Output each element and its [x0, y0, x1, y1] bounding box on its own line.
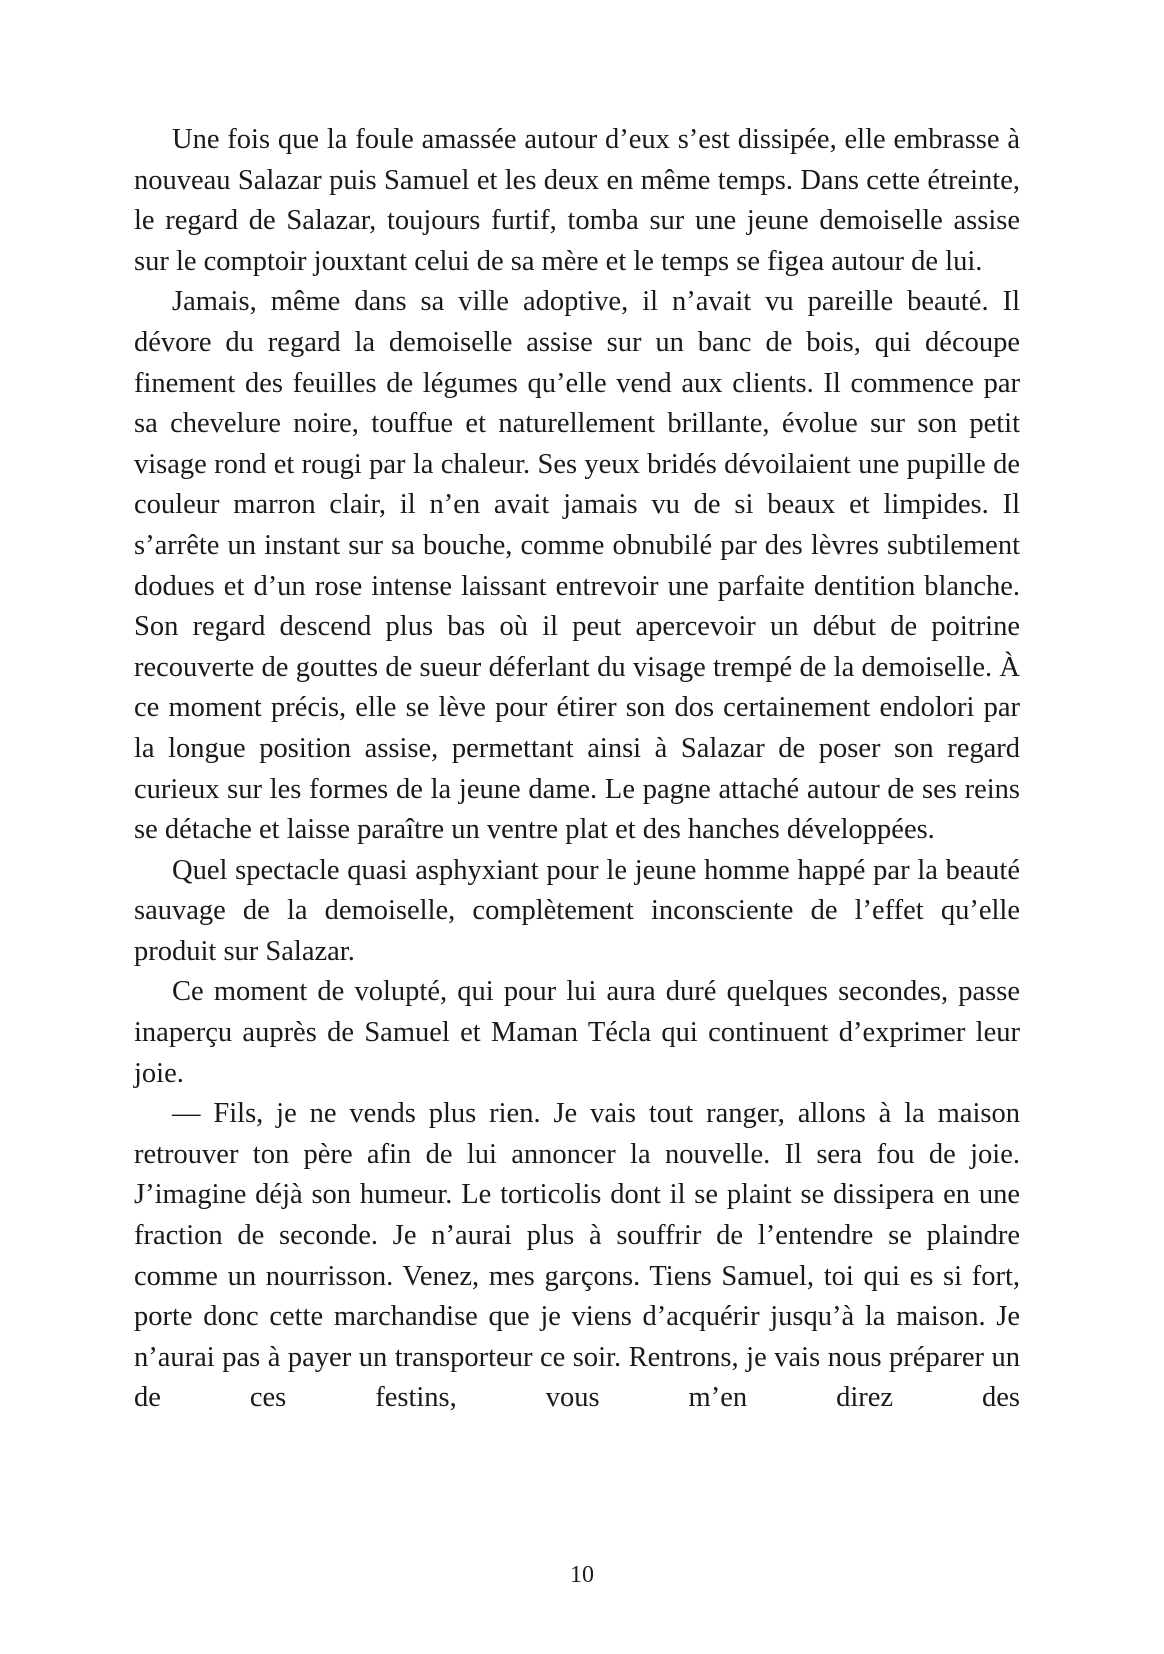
paragraph-5: — Fils, je ne vends plus rien. Je vais tout ranger, allons à la maison retrouver ton père afin de lui annoncer la nouvelle. Il sera fou de joie. J’imagine déjà son humeur. Le torticolis dont il se plaint se dissipera en une fraction de seconde. Je n’aurai plus à souffrir de l’entendre se plaindre comme un nourrisson. Venez, mes garçons. Tiens Samuel, toi qui es si fort, porte donc cette marchandise que je viens d’acquérir jusqu’à la maison. Je n’aurai pas à payer un transporteur ce soir. Rentrons, je vais nous préparer un de ces festins, vous m’en direz des	[134, 1098, 1020, 1414]
page-body	[134, 120, 1020, 1419]
paragraph-2: Jamais, même dans sa ville adoptive, il n’avait vu pareille beauté. Il dévore du regard la demoiselle assise sur un banc de bois, qui découpe finement des feuilles de légumes qu’elle vend aux clients. Il commence par sa chevelure noire, touffue et naturellement brillante, évolue sur son petit visage rond et rougi par la chaleur. Ses yeux bridés dévoilaient une pupille de couleur marron clair, il n’en avait jamais vu de si beaux et limpides. Il s’arrête un instant sur sa bouche, comme obnubilé par des lèvres subtilement dodues et d’un rose intense laissant entrevoir une parfaite dentition blanche. Son regard descend plus bas où il peut apercevoir un début de poitrine recouverte de gouttes de sueur déferlant du visage trempé de la demoiselle. À ce moment précis, elle se lève pour étirer son dos certainement endolori par la longue position assise, permettant ainsi à Salazar de poser son regard curieux sur les formes de la jeune dame. Le pagne attaché autour de ses reins se détache et laisse paraître un ventre plat et des hanches développées.	[134, 286, 1020, 846]
paragraph-4: Ce moment de volupté, qui pour lui aura duré quelques secondes, passe inaperçu auprès de Samuel et Maman Técla qui continuent d’exprimer leur joie.	[134, 976, 1020, 1089]
paragraph-1: Une fois que la foule amassée autour d’eux s’est dissipée, elle embrasse à nouveau Salazar puis Samuel et les deux en même temps. Dans cette étreinte, le regard de Salazar, toujours furtif, tomba sur une jeune demoiselle assise sur le comptoir jouxtant celui de sa mère et le temps se figea autour de lui.	[134, 124, 1020, 277]
paragraph-3: Quel spectacle quasi asphyxiant pour le jeune homme happé par la beauté sauvage de la demoiselle, complètement inconsciente de l’effet qu’elle produit sur Salazar.	[134, 854, 1020, 967]
page-number: 10	[570, 1562, 594, 1588]
